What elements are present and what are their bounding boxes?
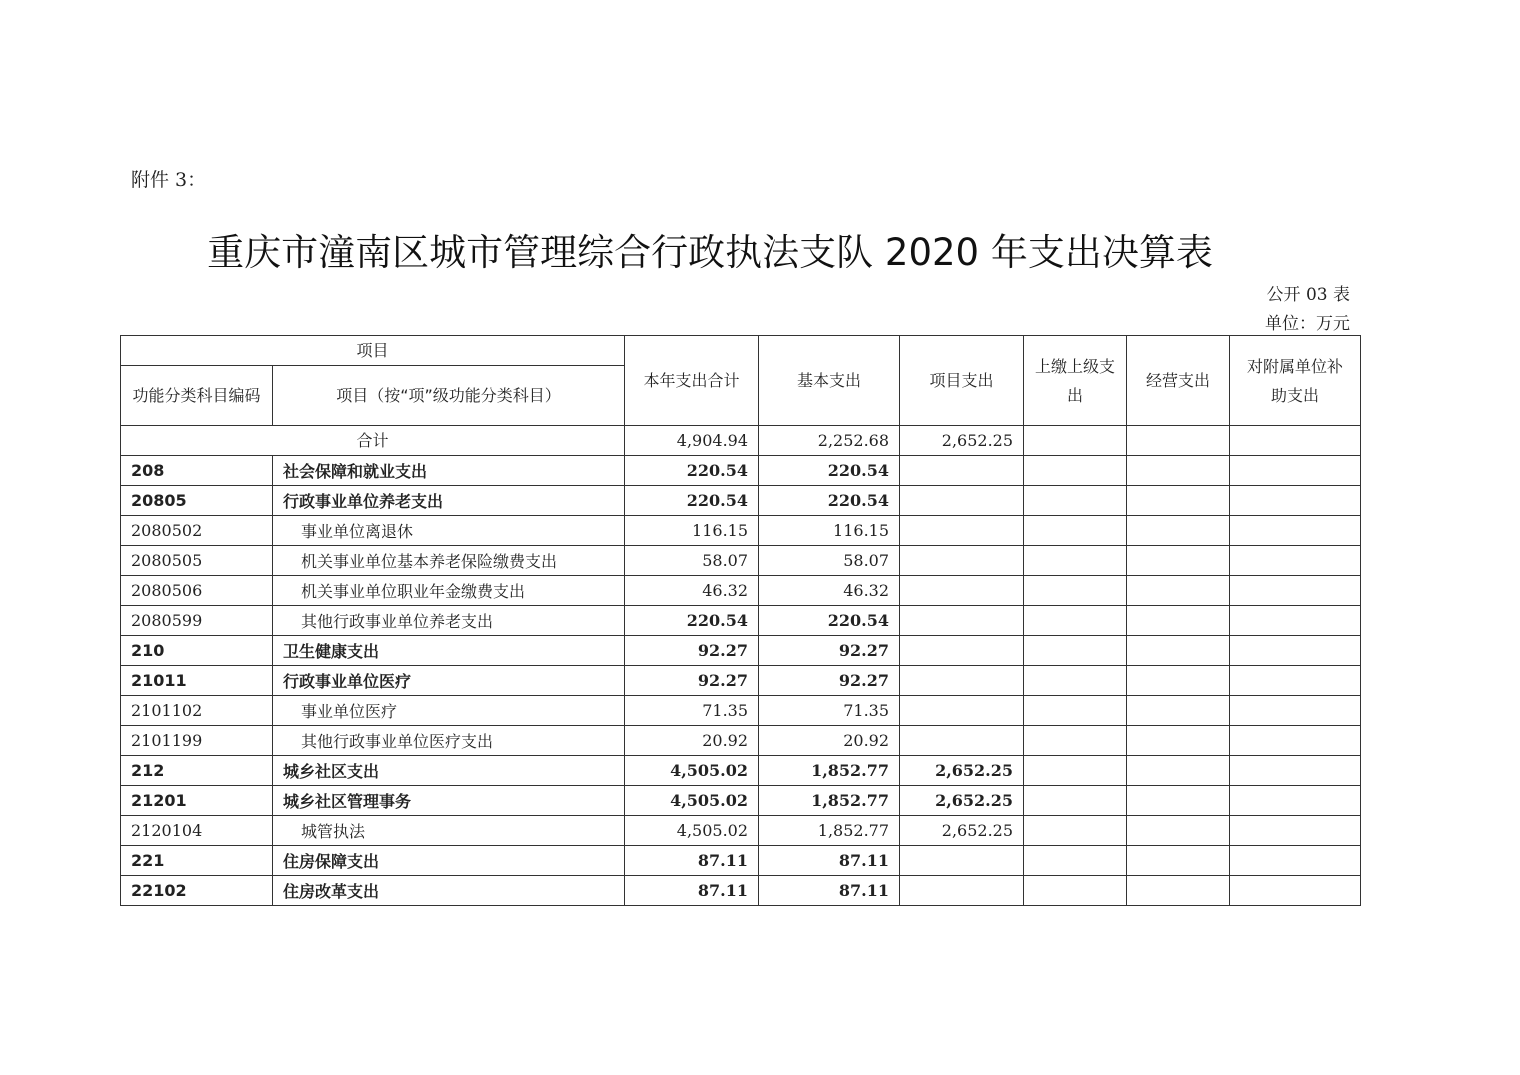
row-business — [1127, 846, 1230, 876]
row-code: 21011 — [121, 666, 273, 696]
row-total: 220.54 — [625, 456, 759, 486]
row-business — [1127, 696, 1230, 726]
row-item — [900, 636, 1024, 666]
row-business — [1127, 546, 1230, 576]
row-code: 2080502 — [121, 516, 273, 546]
totals-row — [121, 426, 1361, 456]
table-row — [121, 696, 1361, 726]
totals-total: 4,904.94 — [625, 426, 759, 456]
row-item: 2,652.25 — [900, 756, 1024, 786]
row-code: 20805 — [121, 486, 273, 516]
row-code: 2080506 — [121, 576, 273, 606]
row-upper — [1024, 696, 1127, 726]
totals-item: 2,652.25 — [900, 426, 1024, 456]
row-basic: 220.54 — [759, 486, 900, 516]
row-upper — [1024, 666, 1127, 696]
row-subsidy — [1230, 516, 1361, 546]
row-item — [900, 606, 1024, 636]
row-code: 210 — [121, 636, 273, 666]
expenditure-table — [120, 335, 1361, 906]
row-upper — [1024, 876, 1127, 906]
form-number: 公开 03 表 — [1266, 285, 1350, 305]
row-basic: 46.32 — [759, 576, 900, 606]
row-basic: 220.54 — [759, 606, 900, 636]
row-total: 71.35 — [625, 696, 759, 726]
row-name: 机关事业单位基本养老保险缴费支出 — [273, 546, 625, 576]
row-business — [1127, 876, 1230, 906]
row-business — [1127, 666, 1230, 696]
row-name: 城乡社区支出 — [273, 756, 625, 786]
header-row-1 — [121, 336, 1361, 366]
row-subsidy — [1230, 726, 1361, 756]
row-name: 住房保障支出 — [273, 846, 625, 876]
row-business — [1127, 456, 1230, 486]
row-name: 城乡社区管理事务 — [273, 786, 625, 816]
row-name: 其他行政事业单位养老支出 — [273, 606, 625, 636]
row-business — [1127, 606, 1230, 636]
row-total: 220.54 — [625, 486, 759, 516]
row-business — [1127, 756, 1230, 786]
table-row — [121, 756, 1361, 786]
row-upper — [1024, 756, 1127, 786]
header-basic: 基本支出 — [759, 336, 900, 426]
row-total: 116.15 — [625, 516, 759, 546]
table-row — [121, 606, 1361, 636]
row-name: 卫生健康支出 — [273, 636, 625, 666]
row-name: 事业单位离退休 — [273, 516, 625, 546]
row-code: 221 — [121, 846, 273, 876]
row-upper — [1024, 576, 1127, 606]
header-subsidy: 对附属单位补助支出 — [1230, 336, 1361, 426]
row-name: 事业单位医疗 — [273, 696, 625, 726]
row-total: 46.32 — [625, 576, 759, 606]
row-basic: 1,852.77 — [759, 756, 900, 786]
row-basic: 87.11 — [759, 876, 900, 906]
row-total: 87.11 — [625, 846, 759, 876]
row-item — [900, 516, 1024, 546]
row-name: 行政事业单位医疗 — [273, 666, 625, 696]
row-item — [900, 486, 1024, 516]
row-total: 87.11 — [625, 876, 759, 906]
table-row — [121, 636, 1361, 666]
totals-subsidy — [1230, 426, 1361, 456]
table-row — [121, 876, 1361, 906]
row-item — [900, 876, 1024, 906]
table-row — [121, 786, 1361, 816]
row-item — [900, 696, 1024, 726]
row-upper — [1024, 456, 1127, 486]
row-basic: 116.15 — [759, 516, 900, 546]
row-business — [1127, 726, 1230, 756]
row-total: 20.92 — [625, 726, 759, 756]
row-total: 58.07 — [625, 546, 759, 576]
row-basic: 87.11 — [759, 846, 900, 876]
row-code: 2080505 — [121, 546, 273, 576]
row-basic: 220.54 — [759, 456, 900, 486]
row-item: 2,652.25 — [900, 816, 1024, 846]
row-subsidy — [1230, 756, 1361, 786]
row-name: 社会保障和就业支出 — [273, 456, 625, 486]
row-business — [1127, 486, 1230, 516]
row-code: 212 — [121, 756, 273, 786]
row-total: 92.27 — [625, 636, 759, 666]
totals-upper — [1024, 426, 1127, 456]
row-code: 208 — [121, 456, 273, 486]
row-subsidy — [1230, 636, 1361, 666]
header-name: 项目（按“项”级功能分类科目） — [273, 366, 625, 426]
row-code: 2120104 — [121, 816, 273, 846]
row-code: 2080599 — [121, 606, 273, 636]
row-subsidy — [1230, 876, 1361, 906]
totals-basic: 2,252.68 — [759, 426, 900, 456]
row-item — [900, 726, 1024, 756]
row-basic: 92.27 — [759, 666, 900, 696]
row-subsidy — [1230, 546, 1361, 576]
row-subsidy — [1230, 666, 1361, 696]
row-upper — [1024, 846, 1127, 876]
row-name: 城管执法 — [273, 816, 625, 846]
row-upper — [1024, 546, 1127, 576]
row-total: 220.54 — [625, 606, 759, 636]
row-item — [900, 456, 1024, 486]
header-business: 经营支出 — [1127, 336, 1230, 426]
row-business — [1127, 786, 1230, 816]
table-row — [121, 666, 1361, 696]
row-name: 机关事业单位职业年金缴费支出 — [273, 576, 625, 606]
row-subsidy — [1230, 816, 1361, 846]
row-total: 92.27 — [625, 666, 759, 696]
row-item — [900, 666, 1024, 696]
header-total: 本年支出合计 — [625, 336, 759, 426]
row-upper — [1024, 726, 1127, 756]
row-upper — [1024, 636, 1127, 666]
row-name: 住房改革支出 — [273, 876, 625, 906]
row-upper — [1024, 486, 1127, 516]
header-item: 项目支出 — [900, 336, 1024, 426]
row-code: 2101102 — [121, 696, 273, 726]
row-name: 其他行政事业单位医疗支出 — [273, 726, 625, 756]
row-upper — [1024, 516, 1127, 546]
row-basic: 20.92 — [759, 726, 900, 756]
row-total: 4,505.02 — [625, 756, 759, 786]
row-basic: 1,852.77 — [759, 786, 900, 816]
totals-label: 合计 — [121, 426, 625, 456]
header-upper: 上缴上级支出 — [1024, 336, 1127, 426]
row-basic: 1,852.77 — [759, 816, 900, 846]
unit-label: 单位：万元 — [1265, 314, 1350, 334]
row-subsidy — [1230, 456, 1361, 486]
attachment-label: 附件 3： — [131, 169, 207, 191]
row-business — [1127, 516, 1230, 546]
table-row — [121, 726, 1361, 756]
page-title: 重庆市潼南区城市管理综合行政执法支队 2020 年支出决算表 — [207, 231, 1213, 274]
table-row — [121, 576, 1361, 606]
header-code: 功能分类科目编码 — [121, 366, 273, 426]
row-name: 行政事业单位养老支出 — [273, 486, 625, 516]
row-upper — [1024, 606, 1127, 636]
row-upper — [1024, 816, 1127, 846]
row-basic: 71.35 — [759, 696, 900, 726]
row-total: 4,505.02 — [625, 816, 759, 846]
totals-business — [1127, 426, 1230, 456]
row-basic: 92.27 — [759, 636, 900, 666]
table-row — [121, 516, 1361, 546]
row-business — [1127, 816, 1230, 846]
row-upper — [1024, 786, 1127, 816]
row-basic: 58.07 — [759, 546, 900, 576]
row-code: 21201 — [121, 786, 273, 816]
row-subsidy — [1230, 786, 1361, 816]
row-item: 2,652.25 — [900, 786, 1024, 816]
row-code: 2101199 — [121, 726, 273, 756]
table-row — [121, 486, 1361, 516]
row-subsidy — [1230, 486, 1361, 516]
table-row — [121, 816, 1361, 846]
header-project: 项目 — [121, 336, 625, 366]
table-row — [121, 546, 1361, 576]
row-total: 4,505.02 — [625, 786, 759, 816]
row-item — [900, 546, 1024, 576]
row-subsidy — [1230, 696, 1361, 726]
row-subsidy — [1230, 846, 1361, 876]
table-row — [121, 846, 1361, 876]
row-item — [900, 576, 1024, 606]
row-subsidy — [1230, 576, 1361, 606]
row-subsidy — [1230, 606, 1361, 636]
row-business — [1127, 636, 1230, 666]
row-item — [900, 846, 1024, 876]
row-business — [1127, 576, 1230, 606]
table-row — [121, 456, 1361, 486]
row-code: 22102 — [121, 876, 273, 906]
